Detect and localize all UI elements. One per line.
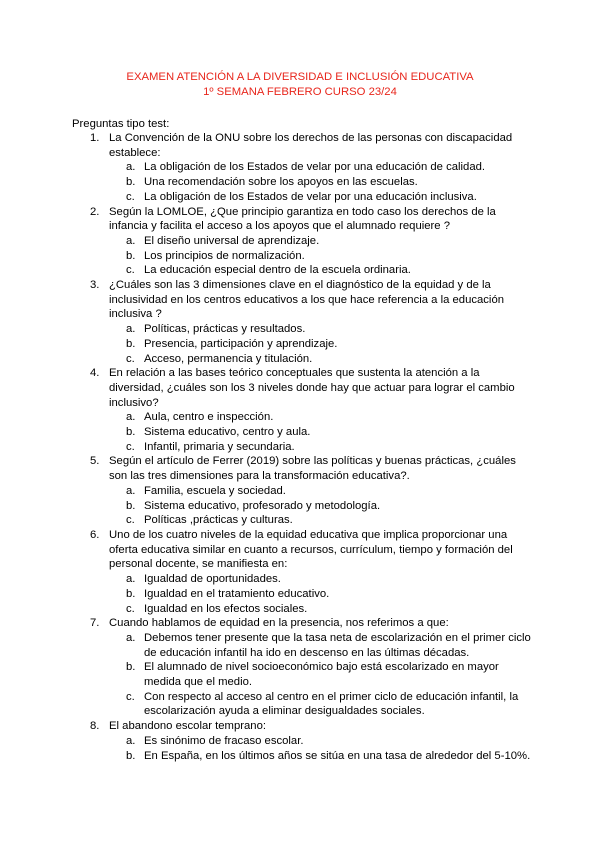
question-number: 4.: [90, 367, 100, 380]
option-letter: c.: [126, 514, 135, 527]
option-text-line: Infantil, primaria y secundaria.: [144, 440, 295, 453]
option-text-line: Políticas, prácticas y resultados.: [144, 323, 306, 336]
question-text-line: inclusiva ?: [109, 308, 162, 321]
answer-option: [72, 734, 532, 749]
option-text-line: Sistema educativo, profesorado y metodología.: [144, 499, 381, 512]
option-text-line: La obligación de los Estados de velar por una educación inclusiva.: [144, 190, 477, 203]
question-number: 3.: [90, 279, 100, 292]
question-text-line: establece:: [109, 146, 161, 159]
question-text-line: ¿Cuáles son las 3 dimensiones clave en el diagnóstico de la equidad y de la: [109, 279, 491, 292]
option-letter: b.: [126, 499, 136, 512]
option-text-line: Los principios de normalización.: [144, 249, 305, 262]
option-letter: a.: [126, 161, 136, 174]
option-letter: c.: [126, 690, 135, 703]
question-number: 8.: [90, 720, 100, 733]
question-text-line: El abandono escolar temprano:: [109, 720, 267, 733]
option-letter: a.: [126, 484, 136, 497]
option-letter: a.: [126, 411, 136, 424]
option-text-line: Debemos tener presente que la tasa neta de escolarización en el primer ciclo: [144, 631, 531, 644]
answer-option: [72, 440, 532, 455]
answer-option: [72, 249, 532, 264]
option-letter: b.: [126, 249, 136, 262]
answer-option: [72, 484, 532, 499]
answer-option: [72, 631, 532, 660]
answer-option: [72, 352, 532, 367]
option-text-line: La educación especial dentro de la escuela ordinaria.: [144, 264, 411, 277]
option-text-line: La obligación de los Estados de velar por una educación de calidad.: [144, 161, 486, 174]
option-letter: a.: [126, 234, 136, 247]
option-text-line: El diseño universal de aprendizaje.: [144, 234, 320, 247]
question-text-line: son las tres dimensiones para la transformación educativa?.: [109, 470, 410, 483]
option-text-line: Es sinónimo de fracaso escolar.: [144, 734, 304, 747]
option-letter: a.: [126, 573, 136, 586]
option-text-line: El alumnado de nivel socioeconómico bajo está escolarizado en mayor: [144, 661, 499, 674]
answer-option: [72, 234, 532, 249]
option-text-line: Igualdad en los efectos sociales.: [144, 602, 308, 615]
answer-option: [72, 602, 532, 617]
answer-option: [72, 175, 532, 190]
option-letter: b.: [126, 587, 136, 600]
answer-option: [72, 322, 532, 337]
answer-option: [72, 749, 532, 764]
option-letter: b.: [126, 749, 136, 762]
answer-option: [72, 499, 532, 514]
answer-option: [72, 690, 532, 719]
question-text-line: Cuando hablamos de equidad en la presencia, nos referimos a que:: [109, 617, 449, 630]
option-text-line: Igualdad de oportunidades.: [144, 573, 281, 586]
option-text-line: Políticas ,prácticas y culturas.: [144, 514, 293, 527]
option-text-line: de educación infantil ha ido en descenso en las últimas décadas.: [144, 646, 470, 659]
question-text-line: inclusivo?: [109, 396, 159, 409]
question-list: [72, 131, 532, 763]
option-letter: c.: [126, 352, 135, 365]
answer-option: [72, 425, 532, 440]
question-item: [72, 454, 532, 483]
option-letter: a.: [126, 323, 136, 336]
question-text-line: inclusividad en los centros educativos a los que hace referencia a la educación: [109, 293, 505, 306]
section-intro: Preguntas tipo test:: [72, 118, 170, 130]
option-text-line: medida que el medio.: [144, 676, 253, 689]
option-letter: c.: [126, 264, 135, 277]
answer-option: [72, 410, 532, 425]
option-letter: c.: [126, 440, 135, 453]
question-number: 1.: [90, 132, 100, 144]
question-text-line: En relación a las bases teórico conceptuales que sustenta la atención a la: [109, 367, 480, 380]
option-letter: b.: [126, 426, 136, 439]
option-letter: b.: [126, 176, 136, 189]
answer-option: [72, 572, 532, 587]
option-letter: c.: [126, 190, 135, 203]
option-text-line: escolarización ayuda a eliminar desigualdades sociales.: [144, 705, 425, 718]
question-item: [72, 205, 532, 234]
question-number: 2.: [90, 205, 100, 218]
option-letter: a.: [126, 631, 136, 644]
exam-subtitle: 1º SEMANA FEBRERO CURSO 23/24: [203, 86, 397, 98]
question-text-line: oferta educativa similar en cuanto a recursos, currículum, tiempo y formación del: [109, 543, 513, 556]
option-text-line: Sistema educativo, centro y aula.: [144, 426, 311, 439]
option-text-line: Igualdad en el tratamiento educativo.: [144, 587, 330, 600]
question-text-line: diversidad, ¿cuáles son los 3 niveles donde hay que actuar para lograr el cambio: [109, 381, 515, 394]
answer-option: [72, 160, 532, 175]
question-text-line: Según el artículo de Ferrer (2019) sobre las políticas y buenas prácticas, ¿cuáles: [109, 455, 516, 468]
answer-option: [72, 190, 532, 205]
question-number: 5.: [90, 455, 100, 468]
answer-option: [72, 660, 532, 689]
question-text-line: Según la LOMLOE, ¿Que principio garantiza en todo caso los derechos de la: [109, 205, 496, 218]
question-item: [72, 719, 532, 734]
question-item: [72, 366, 532, 410]
question-item: [72, 131, 532, 160]
option-letter: a.: [126, 734, 136, 747]
option-text-line: En España, en los últimos años se sitúa en una tasa de alrededor del 5-10%.: [144, 749, 531, 762]
option-text-line: Con respecto al acceso al centro en el primer ciclo de educación infantil, la: [144, 690, 519, 703]
option-text-line: Aula, centro e inspección.: [144, 411, 274, 424]
question-number: 6.: [90, 528, 100, 541]
option-letter: b.: [126, 661, 136, 674]
question-text-line: infancia y facilita el acceso a los apoyos que el alumnado requiere ?: [109, 220, 450, 233]
option-text-line: Acceso, permanencia y titulación.: [144, 352, 313, 365]
answer-option: [72, 587, 532, 602]
exam-header: [0, 70, 600, 100]
option-text-line: Presencia, participación y aprendizaje.: [144, 337, 338, 350]
question-item: [72, 616, 532, 631]
option-letter: c.: [126, 602, 135, 615]
question-number: 7.: [90, 617, 100, 630]
option-letter: b.: [126, 337, 136, 350]
question-item: [72, 528, 532, 572]
option-text-line: Una recomendación sobre los apoyos en las escuelas.: [144, 176, 418, 189]
question-text-line: La Convención de la ONU sobre los derechos de las personas con discapacidad: [109, 132, 513, 144]
answer-option: [72, 337, 532, 352]
question-text-line: personal docente, se manifiesta en:: [109, 558, 288, 571]
answer-option: [72, 263, 532, 278]
answer-option: [72, 513, 532, 528]
exam-title: EXAMEN ATENCIÓN A LA DIVERSIDAD E INCLUSIÓN EDUCATIVA: [126, 71, 474, 83]
option-text-line: Familia, escuela y sociedad.: [144, 484, 286, 497]
question-text-line: Uno de los cuatro niveles de la equidad educativa que implica proporcionar una: [109, 528, 508, 541]
question-item: [72, 278, 532, 322]
